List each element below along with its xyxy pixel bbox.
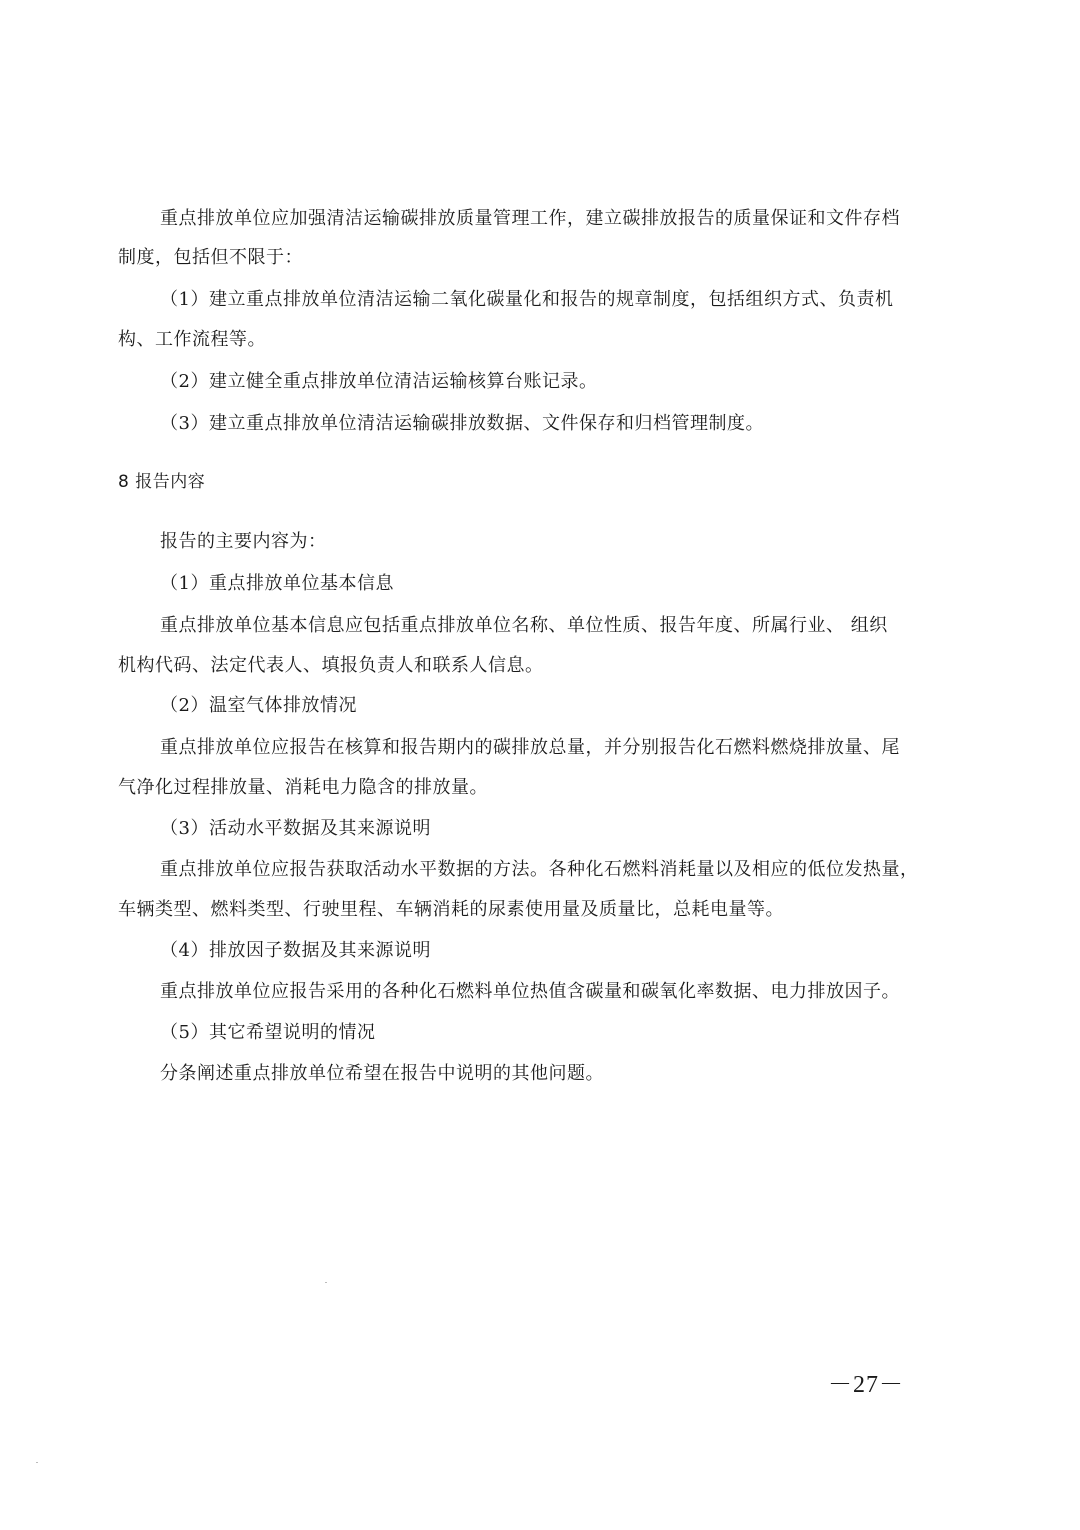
subsection-1-line-1: 重点排放单位基本信息应包括重点排放单位名称、单位性质、报告年度、所属行业、 组织 [160,615,888,636]
section-intro: 报告的主要内容为： [160,531,327,552]
subsection-4-title: （4）排放因子数据及其来源说明 [160,940,431,961]
section-heading: 8 报告内容 [118,472,206,492]
subsection-5-line-1: 分条阐述重点排放单位希望在报告中说明的其他问题。 [160,1063,604,1084]
scan-speck [325,1282,327,1283]
subsection-2-title: （2）温室气体排放情况 [160,695,357,716]
subsection-1-line-2: 机构代码、法定代表人、填报负责人和联系人信息。 [118,655,544,676]
list-item-2: （2）建立健全重点排放单位清洁运输核算台账记录。 [160,371,598,392]
subsection-5-title: （5）其它希望说明的情况 [160,1022,376,1043]
subsection-2-line-2: 气净化过程排放量、消耗电力隐含的排放量。 [118,777,488,798]
list-item-3: （3）建立重点排放单位清洁运输碳排放数据、文件保存和归档管理制度。 [160,413,764,434]
page-number: －27－ [828,1372,904,1398]
subsection-3-title: （3）活动水平数据及其来源说明 [160,818,431,839]
list-item-1-line-1: （1）建立重点排放单位清洁运输二氧化碳量化和报告的规章制度，包括组织方式、负责机 [160,289,894,310]
paragraph-quality-line-1: 重点排放单位应加强清洁运输碳排放质量管理工作，建立碳排放报告的质量保证和文件存档 [160,208,900,229]
subsection-2-line-1: 重点排放单位应报告在核算和报告期内的碳排放总量，并分别报告化石燃料燃烧排放量、尾 [160,737,900,758]
paragraph-quality-line-2: 制度，包括但不限于： [118,247,303,268]
subsection-3-line-1: 重点排放单位应报告获取活动水平数据的方法。各种化石燃料消耗量以及相应的低位发热量， [160,859,919,880]
subsection-3-line-2: 车辆类型、燃料类型、行驶里程、车辆消耗的尿素使用量及质量比，总耗电量等。 [118,899,784,920]
scan-speck [36,1462,38,1463]
subsection-4-line-1: 重点排放单位应报告采用的各种化石燃料单位热值含碳量和碳氧化率数据、电力排放因子。 [160,981,900,1002]
list-item-1-line-2: 构、工作流程等。 [118,329,266,350]
subsection-1-title: （1）重点排放单位基本信息 [160,573,394,594]
